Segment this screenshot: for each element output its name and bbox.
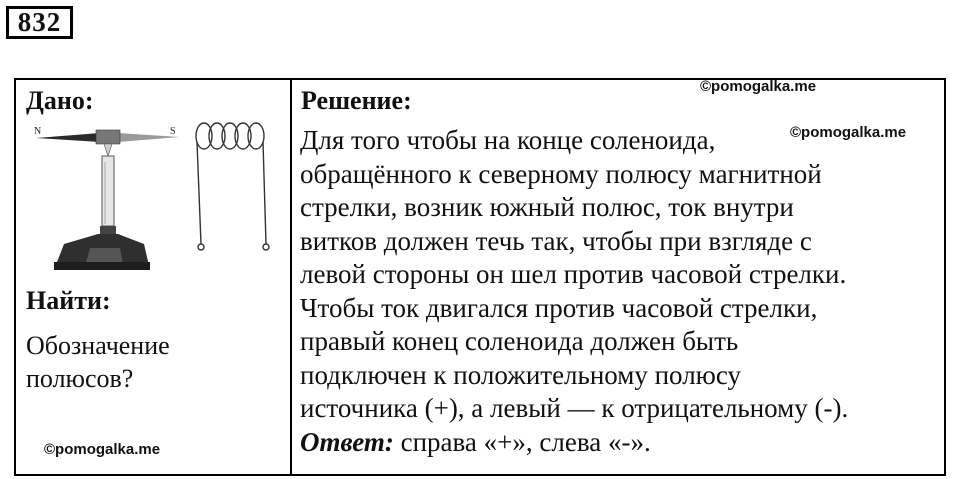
column-divider <box>290 80 292 474</box>
given-figure <box>34 122 282 272</box>
solution-line: подключен к положительному полюсу <box>300 359 741 390</box>
solution-line: Для того чтобы на конце соленоида, <box>300 125 716 155</box>
watermark: ©pomogalka.me <box>790 124 907 141</box>
solution-heading: Решение: <box>301 86 412 115</box>
south-label: S <box>170 126 176 137</box>
find-line: полюсов? <box>26 364 134 393</box>
solution-line: стрелки, возник южный полюс, ток внутри <box>300 192 794 222</box>
watermark: ©pomogalka.me <box>44 441 161 458</box>
solution-line: левой стороны он шел против часовой стрелки. <box>300 259 847 289</box>
solution-line: Чтобы ток двигался против часовой стрелки, <box>300 292 818 323</box>
compass-and-solenoid-figure <box>34 122 282 272</box>
solenoid-coil-icon <box>196 123 269 250</box>
answer-label: Ответ: <box>300 426 394 457</box>
given-heading: Дано: <box>26 86 94 115</box>
solution-line: обращённого к северному полюсу магнитной <box>300 158 822 189</box>
problem-number: 832 <box>6 6 73 39</box>
watermark: ©pomogalka.me <box>700 78 817 95</box>
north-label: N <box>34 126 42 137</box>
solution-text <box>300 124 945 459</box>
answer-line <box>300 426 945 460</box>
solution-line: правый конец соленоида должен быть <box>300 326 739 356</box>
solution-line: источника (+), а левый — к отрицательному (-). <box>300 393 849 423</box>
find-heading: Найти: <box>26 286 111 315</box>
find-line: Обозначение <box>26 331 170 360</box>
find-text <box>26 329 276 395</box>
solution-line: витков должен течь так, чтобы при взгляде с <box>300 225 812 256</box>
magnetic-needle-icon <box>34 126 180 270</box>
answer-text: справа «+», слева «-». <box>393 426 651 457</box>
